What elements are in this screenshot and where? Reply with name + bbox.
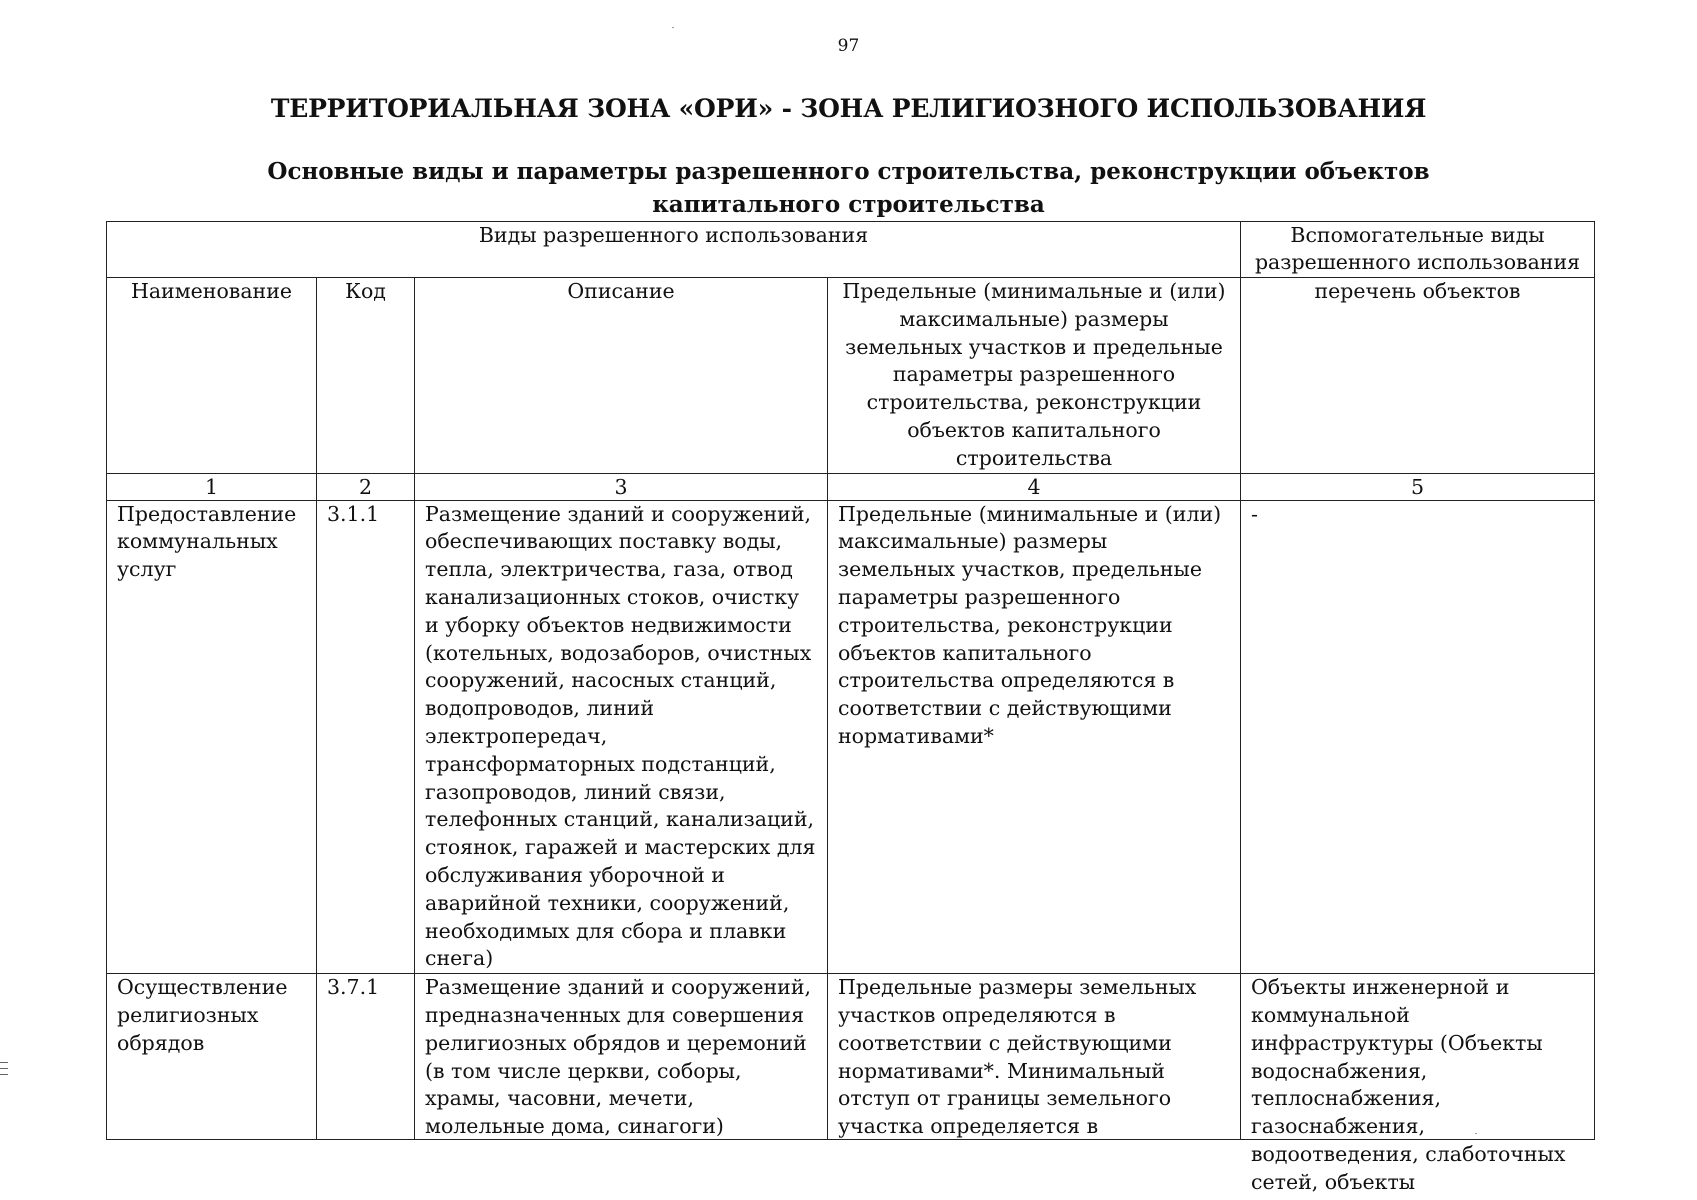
scan-edge-mark (0, 1068, 8, 1069)
column-number: 5 (1241, 473, 1595, 500)
row-description: Размещение зданий и сооружений, предназначенных для совершения религиозных обрядов и церемоний (в том числе церкви, соборы, храмы, часовни, мечети, молельные дома, синагоги) (425, 975, 811, 1139)
scan-speck (672, 27, 674, 28)
page-title: ТЕРРИТОРИАЛЬНАЯ ЗОНА «ОРИ» - ЗОНА РЕЛИГИОЗНОГО ИСПОЛЬЗОВАНИЯ (270, 94, 1427, 123)
column-number: 2 (317, 473, 415, 500)
scan-edge-mark (0, 1062, 8, 1063)
row-name: Предоставление коммунальных услуг (107, 500, 317, 974)
row-auxiliary: - (1241, 500, 1595, 974)
page-subtitle: Основные виды и параметры разрешенного строительства, реконструкции объектов капитального строительства (267, 158, 1430, 218)
column-number: 1 (107, 473, 317, 500)
table-column-header-row (107, 278, 1595, 474)
row-parameters: Предельные (минимальные и (или) максимальные) размеры земельных участков, предельные параметры разрешенного строительства, реконструкции объектов капитального строительства определяются в соответствии с действующими нормативами* (828, 500, 1241, 974)
row-parameters: Предельные размеры земельных участков определяются в соответствии с действующими нормативами*. Минимальный отступ от границы земельного участка определяется в (838, 975, 1197, 1139)
scan-speck (1475, 1133, 1477, 1134)
group-header-auxiliary: Вспомогательные виды разрешенного использования (1241, 222, 1595, 278)
table-group-header-row (107, 222, 1595, 278)
group-header-main: Виды разрешенного использования (107, 222, 1241, 278)
column-number-row (107, 473, 1595, 500)
row-auxiliary: Объекты инженерной и коммунальной инфраструктуры (Объекты водоснабжения, теплоснабжения, газоснабжения, водоотведения, слаботочных сетей, объекты (1251, 975, 1566, 1194)
row-code: 3.7.1 (327, 975, 380, 1000)
column-number: 3 (415, 473, 828, 500)
page-number: 97 (837, 36, 860, 56)
column-header-description: Описание (415, 278, 828, 474)
row-name: Осуществление религиозных обрядов (117, 975, 288, 1055)
column-header-code: Код (317, 278, 415, 474)
zone-regulations-table (106, 221, 1595, 1194)
column-number: 4 (828, 473, 1241, 500)
table-row (107, 500, 1595, 974)
column-header-parameters: Предельные (минимальные и (или) максимальные) размеры земельных участков и предельные параметры разрешенного строительства, реконструкции объектов капитального строительства (828, 278, 1241, 474)
column-header-name: Наименование (107, 278, 317, 474)
table-row (107, 974, 1595, 1140)
row-description: Размещение зданий и сооружений, обеспечивающих поставку воды, тепла, электричества, газа, отвод канализационных стоков, очистку и уборку объектов недвижимости (котельных, водозаборов, очистных сооружений, насосных станций, водопроводов, линий электропередач, трансформаторных подстанций, газопроводов, линий связи, телефонных станций, канализаций, стоянок, гаражей и мастерских для обслуживания уборочной и аварийной техники, сооружений, необходимых для сбора и плавки снега) (415, 500, 828, 974)
column-header-objects: перечень объектов (1241, 278, 1595, 474)
scan-edge-mark (0, 1074, 8, 1075)
row-code: 3.1.1 (317, 500, 415, 974)
